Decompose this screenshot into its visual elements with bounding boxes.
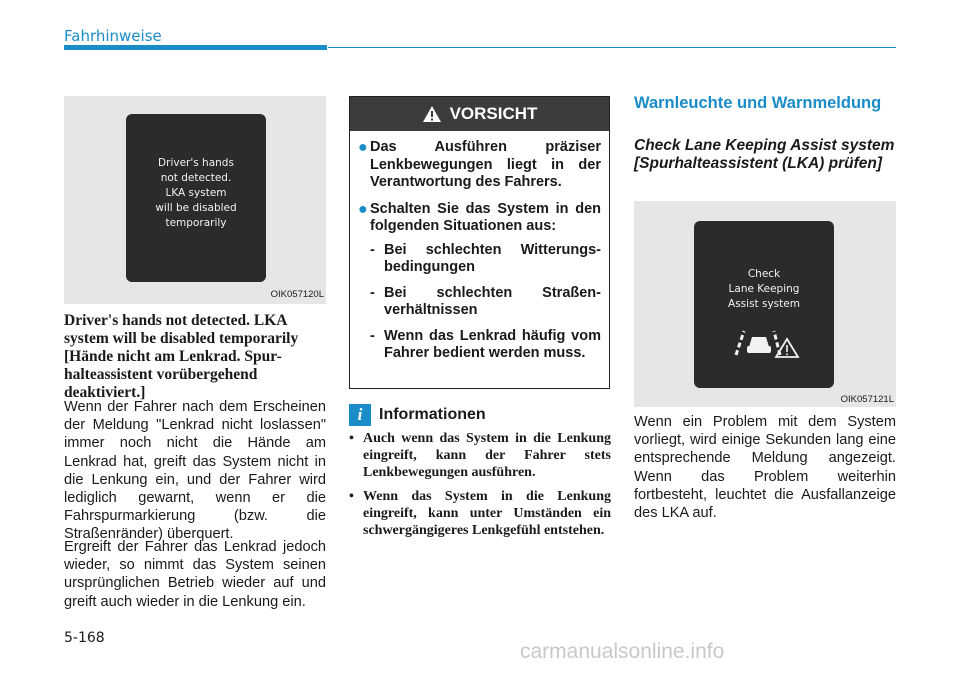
display-line: LKA system: [165, 187, 227, 199]
dash-icon: -: [370, 327, 375, 344]
dash-icon: -: [370, 241, 375, 258]
bullet-icon: ●: [358, 139, 368, 156]
body-paragraph: Wenn der Fahrer nach dem Erscheinen der Meldung "Lenkrad nicht loslassen" immer noch nicht die Hände am Lenkrad hat, greift das System nicht in die Lenkung ein, und der Fahrer wird lediglich gewarnt, wenn er die Fahrspurmarkierung (bzw. die Straßenränder) überquert.: [64, 399, 326, 543]
display-line: will be disabled: [155, 202, 237, 214]
caution-bullet: [358, 201, 601, 236]
message-heading: Driver's hands not detected. LKA system will be disabled temporarily [Hände nicht am Lenkrad. Spur-halteassistent vorübergehend deaktiviert.]: [64, 312, 299, 401]
dash-icon: -: [370, 284, 375, 301]
display-line: not detected.: [160, 172, 232, 184]
info-icon: i: [349, 404, 371, 426]
watermark: carmanualsonline.info: [520, 640, 725, 663]
caution-content: [350, 131, 609, 363]
caution-subitem: [370, 328, 601, 363]
caution-subitem-text: Bei schlechten Witterungs-bedingungen: [384, 241, 601, 275]
section-title: Warnleuchte und Warnmeldung: [634, 94, 882, 112]
bullet-icon: •: [349, 489, 354, 504]
body-paragraph: Ergreift der Fahrer das Lenkrad jedoch wieder, so nimmt das System seinen ursprünglichen Betrieb wieder auf und greift auch wieder in die Lenkung ein.: [64, 539, 326, 610]
info-title: Informationen: [379, 406, 486, 423]
body-paragraph: Wenn ein Problem mit dem System vorliegt, wird einige Sekunden lang eine entsprechende Meldung angezeigt. Wenn das Problem weiterhin fortbesteht, leuchtet die Ausfallanzeige des LKA auf.: [634, 414, 896, 522]
header-rule-thin: [328, 47, 896, 48]
info-item-text: Auch wenn das System in die Lenkung eingreift, kann der Fahrer stets Lenkbewegungen ausführen.: [363, 431, 611, 480]
warning-triangle-icon: [422, 105, 442, 123]
info-list: [349, 430, 611, 546]
figure-check-lka-message: [634, 201, 896, 407]
caution-subitem-text: Bei schlechten Straßen-verhältnissen: [384, 284, 601, 318]
figure-driver-hands-message: [64, 96, 326, 304]
bullet-icon: •: [349, 431, 354, 446]
caution-subitem-text: Wenn das Lenkrad häufig vom Fahrer bedient werden muss.: [384, 327, 601, 361]
lane-warning-car-icon: [730, 325, 800, 359]
caution-bullet-text: Das Ausführen präziser Lenkbewegungen liegt in der Verantwortung des Fahrers.: [370, 139, 601, 190]
display-line: temporarily: [165, 217, 227, 229]
caution-header: [350, 97, 609, 131]
info-header: [349, 404, 486, 426]
display-line: Lane Keeping: [728, 283, 800, 295]
header-rule-thick: [64, 45, 327, 50]
caution-subitem: [370, 285, 601, 320]
caution-bullet: [358, 139, 601, 192]
cluster-display-screen: [694, 221, 834, 388]
caution-title: VORSICHT: [449, 104, 538, 123]
caution-box: [349, 96, 610, 389]
display-line: Assist system: [728, 298, 800, 310]
list-item: [349, 488, 611, 539]
list-item: [349, 430, 611, 481]
subsection-title: Check Lane Keeping Assist system [Spurhalteassistent (LKA) prüfen]: [634, 137, 895, 172]
figure-code: OIK057121L: [840, 394, 894, 405]
display-line: Check: [747, 268, 781, 280]
display-line: Driver's hands: [158, 157, 234, 169]
caution-subitem: [370, 242, 601, 277]
bullet-icon: ●: [358, 200, 368, 218]
page-number: 5-168: [64, 630, 105, 646]
cluster-display-screen: [126, 114, 266, 282]
info-item-text: Wenn das System in die Lenkung eingreift, kann unter Umständen ein schwergängigeres Lenkgefühl entstehen.: [363, 489, 611, 538]
section-header-title: Fahrhinweise: [64, 27, 162, 45]
figure-code: OIK057120L: [270, 289, 324, 300]
caution-bullet-text: Schalten Sie das System in den folgenden Situationen aus:: [370, 200, 601, 234]
